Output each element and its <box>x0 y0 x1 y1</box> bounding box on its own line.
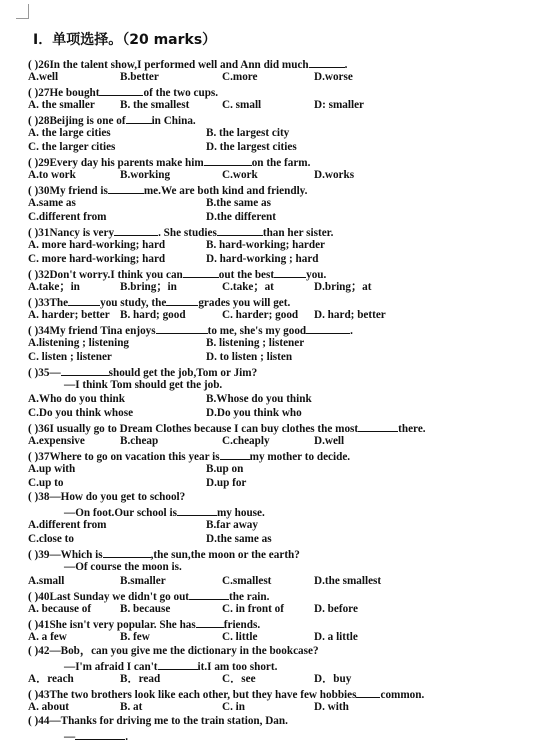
question-stem: ( )33The you study, the grades you will get. <box>28 294 538 308</box>
stem-text: — <box>49 367 61 379</box>
options-row <box>28 630 538 644</box>
option-c[interactable]: C. small <box>222 99 262 111</box>
stem-text: In the talent show,I performed well and Ann did much <box>49 59 309 71</box>
option-a[interactable]: A.listening ; listening <box>28 337 130 349</box>
question-number: 39 <box>38 549 50 561</box>
options-row <box>28 476 538 490</box>
options-row <box>28 210 538 224</box>
answer-blank[interactable] <box>196 616 224 628</box>
option-a[interactable]: A. more hard-working; hard <box>28 239 166 251</box>
option-c[interactable]: C.smallest <box>222 575 272 587</box>
option-c[interactable]: C. little <box>222 631 258 643</box>
answer-blank[interactable] <box>166 294 198 306</box>
options-row <box>28 602 538 616</box>
option-d[interactable]: D. before <box>314 603 358 615</box>
options-row <box>28 532 538 546</box>
question-stem: ( )34My friend Tina enjoys to me, she's my good . <box>28 322 538 336</box>
reply-text: my house. <box>216 507 265 519</box>
question-stem: ( )31Nancy is very . She studies than her sister. <box>28 224 538 238</box>
options-row <box>28 518 538 532</box>
question-number: 37 <box>38 451 50 463</box>
option-c[interactable]: C.more <box>222 71 258 83</box>
reply-line <box>28 560 538 574</box>
option-d[interactable]: D. the largest cities <box>206 141 297 153</box>
option-c[interactable]: C.different from <box>28 211 107 223</box>
option-a[interactable]: A.well <box>28 71 59 83</box>
stem-text: out the best <box>218 269 275 281</box>
question-stem: ( )40Last Sunday we didn't go out the rain. <box>28 588 538 602</box>
option-b[interactable]: B.up on <box>206 463 244 475</box>
stem-text: there. <box>398 423 426 435</box>
stem-text: Beijing is one of <box>49 115 126 127</box>
option-d[interactable]: D. hard-working ; hard <box>206 253 319 265</box>
stem-text: . She studies <box>158 227 217 239</box>
option-d[interactable]: D. with <box>314 701 349 713</box>
option-d[interactable]: D.works <box>314 169 355 181</box>
question-number: 41 <box>38 619 50 631</box>
option-c[interactable]: C. in <box>222 701 246 713</box>
stem-text: I usually go to Dream Clothes because I can buy clothes the most <box>49 423 359 435</box>
question-number: 35 <box>38 367 50 379</box>
option-d[interactable]: D.Do you think who <box>206 407 302 419</box>
reply-text: —I'm afraid I can't <box>64 661 158 673</box>
option-b[interactable]: B. listening ; listener <box>206 337 305 349</box>
question-stem: ( )42—Bob，can you give me the dictionary in the bookcase? <box>28 645 319 657</box>
options-row <box>28 434 538 448</box>
answer-blank[interactable] <box>356 686 380 698</box>
question-number: 26 <box>38 59 50 71</box>
stem-text: friends. <box>223 619 261 631</box>
answer-blank[interactable] <box>189 588 229 600</box>
stem-text: Nancy is very <box>49 227 115 239</box>
answer-blank[interactable] <box>126 112 152 124</box>
question-stem: ( )35— should get the job,Tom or Jim? <box>28 364 538 378</box>
answer-blank[interactable] <box>114 224 158 236</box>
option-b[interactable]: B．read <box>120 673 161 685</box>
question-stem: ( )39—Which is ,the sun,the moon or the earth? <box>28 546 538 560</box>
options-row <box>28 70 538 84</box>
option-c[interactable]: C.work <box>222 169 258 181</box>
option-b[interactable]: B.working <box>120 169 171 181</box>
answer-blank[interactable] <box>75 728 125 740</box>
stem-text: grades you will get. <box>198 297 291 309</box>
option-c[interactable]: C.cheaply <box>222 435 270 447</box>
option-b[interactable]: B. the largest city <box>206 127 290 139</box>
answer-blank[interactable] <box>220 448 250 460</box>
answer-blank[interactable] <box>306 322 350 334</box>
section-title: I．单项选择。（20 marks） <box>33 32 217 48</box>
answer-blank[interactable] <box>309 56 345 68</box>
stem-text: of the two cups. <box>143 87 219 99</box>
stem-text: you study, the <box>100 297 167 309</box>
option-d[interactable]: D: smaller <box>314 99 365 111</box>
question-stem: ( )43The two brothers look like each other, but they have few hobbies common. <box>28 686 538 700</box>
question-number: 40 <box>38 591 50 603</box>
option-b[interactable]: B. few <box>120 631 150 643</box>
stem-text: my mother to decide. <box>249 451 351 463</box>
option-a[interactable]: A.take；in <box>28 281 80 293</box>
option-c[interactable]: C.close to <box>28 533 74 545</box>
answer-blank[interactable] <box>99 84 143 96</box>
options-row <box>28 98 538 112</box>
options-row <box>28 308 538 322</box>
question-stem: ( )44—Thanks for driving me to the train station, Dan. <box>28 715 288 727</box>
question-number: 44 <box>38 715 50 727</box>
options-row <box>28 700 538 714</box>
option-a[interactable]: A.small <box>28 575 65 587</box>
options-row <box>28 406 538 420</box>
stem-text: than her sister. <box>262 227 334 239</box>
answer-blank[interactable] <box>158 658 198 670</box>
option-a[interactable]: A.different from <box>28 519 107 531</box>
option-b[interactable]: B.better <box>120 71 159 83</box>
question-stem: ( )27He bought of the two cups. <box>28 84 538 98</box>
stem-text: —Bob，can you give me the dictionary in the bookcase? <box>49 645 319 657</box>
reply-text: —On foot.Our school is <box>64 507 177 519</box>
option-d[interactable]: D.bring；at <box>314 281 372 293</box>
reply-text: . <box>125 731 128 743</box>
option-a[interactable]: A. a few <box>28 631 67 643</box>
option-d[interactable]: D.the same as <box>206 533 272 545</box>
options-row <box>28 196 538 210</box>
answer-blank[interactable] <box>61 364 109 376</box>
reply-line <box>28 378 538 392</box>
option-c[interactable]: C. in front of <box>222 603 284 615</box>
reply-text: — <box>64 731 76 743</box>
option-a[interactable]: A.to work <box>28 169 76 181</box>
question-number: 33 <box>38 297 50 309</box>
stem-text: in China. <box>151 115 196 127</box>
options-row <box>28 392 538 406</box>
question-stem: ( )32Don't worry.I think you can out the best you. <box>28 266 538 280</box>
question-number: 38 <box>38 491 50 503</box>
stem-text: me.We are both kind and friendly. <box>143 185 308 197</box>
stem-text: He bought <box>49 87 100 99</box>
options-row <box>28 462 538 476</box>
option-b[interactable]: B.Whose do you think <box>206 393 312 405</box>
answer-blank[interactable] <box>108 182 144 194</box>
option-d[interactable]: D. a little <box>314 631 358 643</box>
option-a[interactable]: A．reach <box>28 673 74 685</box>
question-stem: ( )37Where to go on vacation this year is my mother to decide. <box>28 448 538 462</box>
answer-blank[interactable] <box>204 154 252 166</box>
reply-text: it.I am too short. <box>197 661 278 673</box>
option-c[interactable]: C.take；at <box>222 281 274 293</box>
answer-blank[interactable] <box>274 266 306 278</box>
question-stem: ( )41She isn't very popular. She has friends. <box>28 616 538 630</box>
option-b[interactable]: B. hard-working; harder <box>206 239 326 251</box>
option-c[interactable]: C. more hard-working; hard <box>28 253 166 265</box>
question-number: 28 <box>38 115 50 127</box>
stem-text: on the farm. <box>251 157 311 169</box>
stem-text: —Which is <box>49 549 103 561</box>
option-c[interactable]: C.Do you think whose <box>28 407 134 419</box>
options-row <box>28 126 538 140</box>
stem-text: —How do you get to school? <box>49 491 186 503</box>
reply-text: —Of course the moon is. <box>64 561 182 573</box>
option-d[interactable]: D．buy <box>314 673 352 685</box>
reply-text: —I think Tom should get the job. <box>64 379 223 391</box>
reply-line <box>28 504 538 518</box>
option-b[interactable]: B.bring；in <box>120 281 177 293</box>
option-b[interactable]: B.the same as <box>206 197 271 209</box>
reply-line <box>28 658 538 672</box>
option-b[interactable]: B. hard; good <box>120 309 186 321</box>
option-b[interactable]: B.far away <box>206 519 258 531</box>
stem-text: you. <box>306 269 327 281</box>
answer-blank[interactable] <box>103 546 151 558</box>
option-a[interactable]: A. harder; better <box>28 309 110 321</box>
question-stem: ( )38—How do you get to school? <box>28 491 186 503</box>
option-a[interactable]: A. the large cities <box>28 127 111 139</box>
question-number: 43 <box>38 689 50 701</box>
option-b[interactable]: B. at <box>120 701 143 713</box>
question-stem: ( )28Beijing is one of in China. <box>28 112 538 126</box>
stem-text: ,the sun,the moon or the earth? <box>150 549 300 561</box>
question-number: 32 <box>38 269 50 281</box>
stem-text: Don't worry.I think you can <box>49 269 183 281</box>
option-c[interactable]: C. listen ; listener <box>28 351 112 363</box>
question-number: 34 <box>38 325 50 337</box>
answer-blank[interactable] <box>183 266 219 278</box>
option-d[interactable]: D.the smallest <box>314 575 382 587</box>
question-number: 27 <box>38 87 50 99</box>
option-d[interactable]: D. hard; better <box>314 309 386 321</box>
answer-blank[interactable] <box>358 420 398 432</box>
option-a[interactable]: A.up with <box>28 463 76 475</box>
question-number: 30 <box>38 185 50 197</box>
option-a[interactable]: A.expensive <box>28 435 85 447</box>
option-c[interactable]: C．see <box>222 673 256 685</box>
reply-line <box>28 728 538 742</box>
option-a[interactable]: A.same as <box>28 197 76 209</box>
stem-text: . <box>344 59 348 71</box>
stem-text: . <box>350 325 353 337</box>
stem-text: The two brothers look like each other, but they have few hobbies <box>49 689 357 701</box>
option-b[interactable]: B.cheap <box>120 435 159 447</box>
option-d[interactable]: D.the different <box>206 211 277 223</box>
corner-crop-mark <box>16 4 29 19</box>
stem-text: —Thanks for driving me to the train station, Dan. <box>49 715 288 727</box>
options-row <box>28 252 538 266</box>
options-row <box>28 168 538 182</box>
stem-text: to me, she's my good <box>207 325 307 337</box>
answer-blank[interactable] <box>156 322 208 334</box>
option-d[interactable]: D.well <box>314 435 345 447</box>
options-row <box>28 350 538 364</box>
option-b[interactable]: B.smaller <box>120 575 166 587</box>
stem-text: My friend is <box>49 185 108 197</box>
options-row <box>28 280 538 294</box>
option-a[interactable]: A. because of <box>28 603 92 615</box>
question-stem: ( )29Every day his parents make him on the farm. <box>28 154 538 168</box>
option-d[interactable]: D.up for <box>206 477 247 489</box>
question-number: 42 <box>38 645 50 657</box>
option-c[interactable]: C. the larger cities <box>28 141 116 153</box>
question-stem: ( )30My friend is me.We are both kind and friendly. <box>28 182 538 196</box>
options-row <box>28 140 538 154</box>
stem-text: the rain. <box>229 591 270 603</box>
options-row <box>28 672 538 686</box>
stem-text: Last Sunday we didn't go out <box>49 591 190 603</box>
question-stem: ( )36I usually go to Dream Clothes because I can buy clothes the most there. <box>28 420 538 434</box>
option-a[interactable]: A. about <box>28 701 70 713</box>
option-a[interactable]: A. the smaller <box>28 99 95 111</box>
stem-text: Every day his parents make him <box>49 157 204 169</box>
options-row <box>28 336 538 350</box>
answer-blank[interactable] <box>217 224 263 236</box>
stem-text: My friend Tina enjoys <box>49 325 156 337</box>
option-b[interactable]: B. the smallest <box>120 99 190 111</box>
answer-blank[interactable] <box>68 294 100 306</box>
question-number: 31 <box>38 227 50 239</box>
option-c[interactable]: C. harder; good <box>222 309 299 321</box>
stem-text: should get the job,Tom or Jim? <box>108 367 258 379</box>
option-d[interactable]: D. to listen ; listen <box>206 351 293 363</box>
stem-text: Where to go on vacation this year is <box>49 451 220 463</box>
option-c[interactable]: C.up to <box>28 477 64 489</box>
option-a[interactable]: A.Who do you think <box>28 393 125 405</box>
option-b[interactable]: B. because <box>120 603 171 615</box>
options-row <box>28 238 538 252</box>
stem-text: common. <box>380 689 425 701</box>
option-d[interactable]: D.worse <box>314 71 353 83</box>
question-stem: ( )26In the talent show,I performed well and Ann did much . <box>28 56 538 70</box>
answer-blank[interactable] <box>177 504 217 516</box>
stem-text: The <box>49 297 69 309</box>
question-list <box>28 56 538 742</box>
options-row <box>28 574 538 588</box>
question-number: 29 <box>38 157 50 169</box>
question-number: 36 <box>38 423 50 435</box>
stem-text: She isn't very popular. She has <box>49 619 196 631</box>
